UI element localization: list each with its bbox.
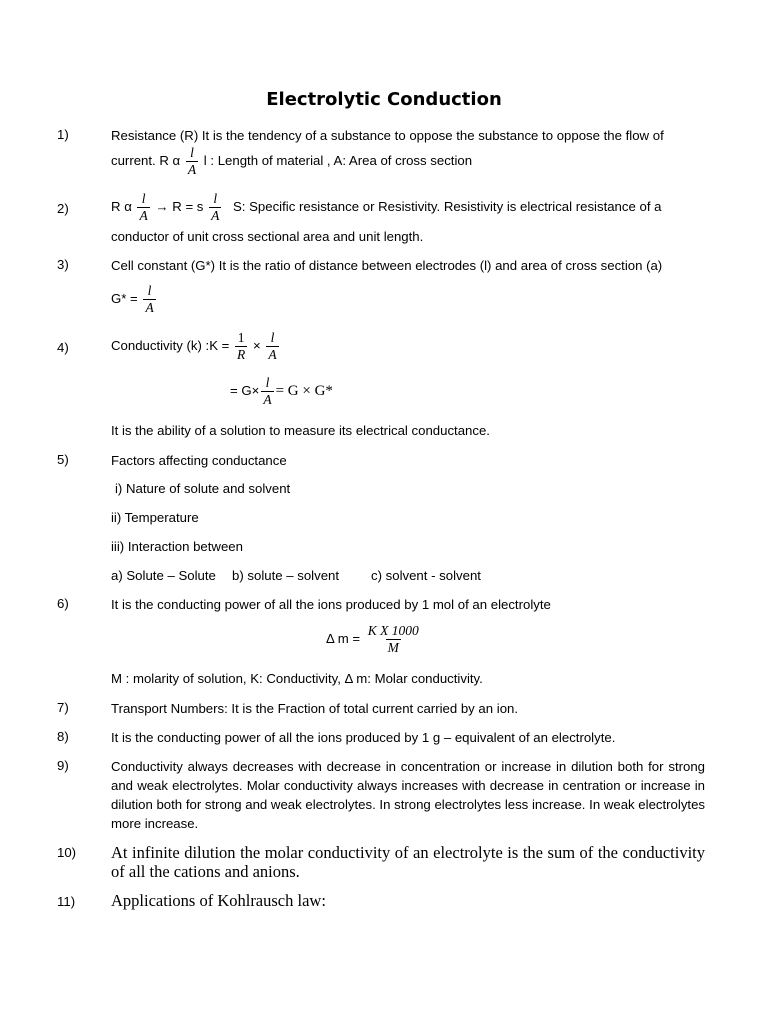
- page-title: Electrolytic Conduction: [266, 89, 502, 110]
- item-text: Cell constant (G*) It is the ratio of distance between electrodes (l) and area of cross section (a): [111, 258, 663, 273]
- fraction: $\frac{l}{A}$: [187, 145, 197, 177]
- item-paragraph: Conductivity always decreases with decrease in concentration or increase in dilution both for strong and weak electrolytes. Molar conductivity always increases with decrease in centration or increase in dilution both for strong and weak electrolytes. In strong electrolytes less increase. In weak electrolytes more increase.: [111, 759, 705, 831]
- formula-text: G* =: [111, 290, 138, 306]
- item-number: 9): [57, 758, 69, 773]
- item-number: 8): [57, 729, 69, 744]
- sub-item: b) solute – solvent: [232, 568, 340, 583]
- item-number: 3): [57, 257, 69, 272]
- formula-text: S: Specific resistance or Resistivity. Resistivity is electrical resistance of a: [233, 198, 662, 214]
- item-number: 7): [57, 700, 69, 715]
- item-text: It is the ability of a solution to measure its electrical conductance.: [111, 423, 490, 438]
- formula-text: l : Length of material , A: Area of cross section: [203, 152, 473, 168]
- fraction: $\frac{1}{R}$: [237, 330, 246, 362]
- formula-text: → R = s: [155, 198, 204, 214]
- sub-item: iii) Interaction between: [111, 539, 243, 554]
- formula-text: current. R α: [111, 152, 181, 168]
- item-text: conductor of unit cross sectional area and unit length.: [111, 229, 424, 244]
- equation: [326, 624, 423, 655]
- formula-text: Conductivity (k) :K =: [111, 337, 230, 353]
- formula-text: ×: [252, 337, 261, 353]
- fraction: $\frac{\text{K X 1000}}{M}$: [367, 623, 419, 655]
- item-number: 11): [57, 894, 76, 909]
- fraction: $\frac{l}{A}$: [139, 191, 148, 223]
- formula-text: = G × G*: [275, 382, 333, 399]
- item-text: Resistance (R) It is the tendency of a substance to oppose the substance to oppose the flow of: [111, 128, 664, 143]
- fraction: $\frac{l}{A}$: [268, 330, 277, 362]
- formula-text: R α: [111, 198, 132, 214]
- item-number: 2): [57, 201, 69, 216]
- sub-item: a) Solute – Solute: [111, 568, 216, 583]
- item-text: M : molarity of solution, K: Conductivity, Δ m: Molar conductivity.: [111, 671, 483, 686]
- sub-item: i) Nature of solute and solvent: [115, 481, 291, 496]
- item-number: 4): [57, 340, 69, 355]
- fraction: $\frac{l}{A}$: [263, 375, 272, 407]
- sub-item: c) solvent - solvent: [371, 568, 481, 583]
- item-paragraph: At infinite dilution the molar conductivity of an electrolyte is the sum of the conductivity of all the cations and anions.: [111, 843, 705, 881]
- item-text: Factors affecting conductance: [111, 453, 287, 468]
- item-formula-line: [111, 146, 472, 177]
- item-text: Applications of Kohlrausch law:: [111, 891, 326, 910]
- equation: [111, 284, 158, 315]
- item-text: It is the conducting power of all the ions produced by 1 g – equivalent of an electrolyte.: [111, 730, 616, 745]
- item-number: 10): [57, 845, 77, 860]
- item-number: 6): [57, 596, 69, 611]
- equation: [111, 331, 281, 362]
- formula-text: Δ m =: [326, 630, 361, 646]
- item-number: 5): [57, 452, 69, 467]
- fraction: $\frac{l}{A}$: [211, 191, 220, 223]
- fraction: $\frac{l}{A}$: [145, 283, 154, 315]
- equation: [230, 376, 333, 407]
- item-text: Transport Numbers: It is the Fraction of total current carried by an ion.: [111, 701, 519, 716]
- formula-text: = G×: [230, 382, 260, 398]
- item-text: It is the conducting power of all the ions produced by 1 mol of an electrolyte: [111, 597, 551, 612]
- item-formula-line: [111, 192, 705, 223]
- item-number: 1): [57, 127, 69, 142]
- sub-item: ii) Temperature: [111, 510, 199, 525]
